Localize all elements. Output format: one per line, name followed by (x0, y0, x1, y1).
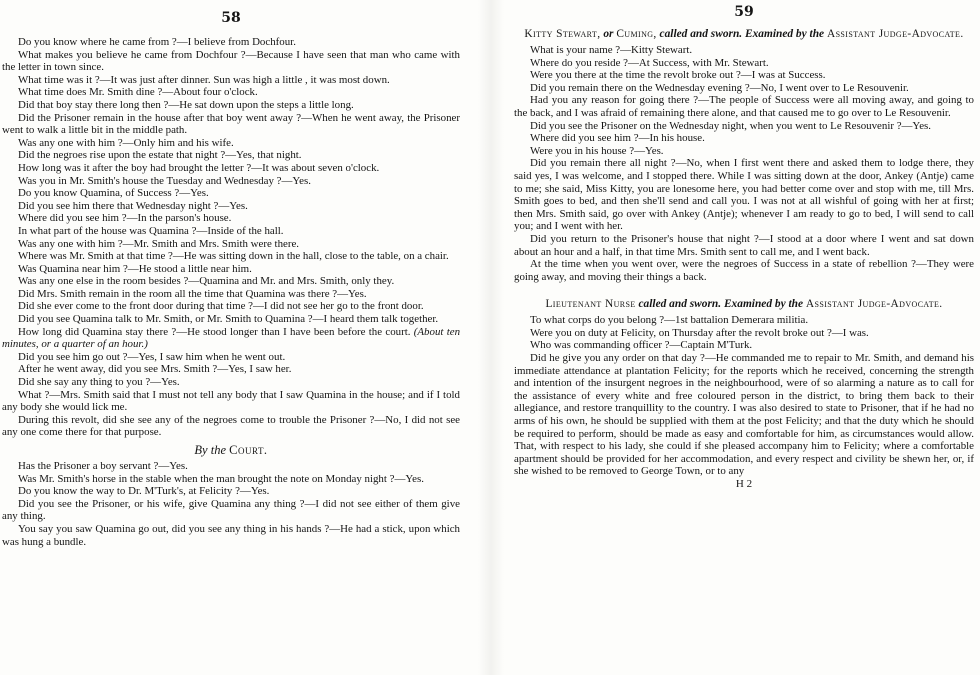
testimony-paragraph: Did the negroes rise upon the estate that night ?—Yes, that night. (18, 149, 302, 162)
testimony-paragraph: Was Mr. Smith's horse in the stable when the man brought the note on Monday night ?—Yes. (18, 472, 424, 485)
witness-name: Lieutenant Nurse (545, 298, 636, 311)
testimony-paragraph: After he went away, did you see Mrs. Smith ?—Yes, I saw her. (18, 363, 292, 376)
court-note: (About ten minutes, or a quarter of an hour.) (2, 325, 461, 351)
testimony-paragraph: Was Quamina near him ?—He stood a little near him. (18, 262, 252, 275)
testimony-paragraph: Do you know the way to Dr. M'Turk's, at Felicity ?—Yes. (18, 485, 270, 498)
witness-alias: Cuming, (616, 28, 657, 40)
testimony-paragraph: Did you see the Prisoner, or his wife, give Quamina any thing ?—I did not see either of them give any thing. (2, 497, 460, 523)
testimony-paragraph: What time was it ?—It was just after dinner. Sun was high a little , it was most down. (18, 73, 390, 86)
testimony-paragraph: Did you return to the Prisoner's house that night ?—I stood at a door where I went and sat down about an hour and a half, in that time Mrs. Smith sent to call me, and I went back. (514, 232, 974, 258)
testimony-paragraph: What time does Mr. Smith dine ?—About four o'clock. (18, 86, 258, 99)
testimony-paragraph: Where do you reside ?—At Success, with Mr. Stewart. (530, 56, 769, 69)
testimony-paragraph: What ?—Mrs. Smith said that I must not tell any body that I saw Quamina in the house; and if I told any body she would lick me. (2, 388, 460, 414)
question-answer-text: How long did Quamina stay there ?—He stood longer than I have been before the court. (18, 325, 411, 338)
testimony-paragraph: Was any one with him ?—Only him and his wife. (18, 136, 234, 149)
testimony-paragraph: During this revolt, did she see any of the negroes come to trouble the Prisoner ?—No, I did not see any one come there for that purpose. (2, 413, 460, 439)
testimony-paragraph: To what corps do you belong ?—1st battalion Demerara militia. (530, 314, 809, 327)
testimony-paragraph: Has the Prisoner a boy servant ?—Yes. (18, 460, 188, 472)
testimony-paragraph: Where did you see him ?—In his house. (530, 132, 705, 145)
testimony-paragraph: Where did you see him ?—In the parson's house. (18, 212, 232, 225)
right-page (508, 0, 978, 675)
witness-heading-kitty-stewart (514, 28, 974, 41)
witness-or: or (603, 28, 614, 40)
testimony-paragraph: What makes you believe he came from Dochfour ?—Because I have seen that man who came with the letter in town since. (2, 48, 460, 74)
left-testimony-block-3 (2, 460, 460, 548)
testimony-paragraph: Did you see Quamina talk to Mr. Smith, or Mr. Smith to Quamina ?—I heard them talk together. (18, 313, 439, 326)
testimony-paragraph: Did you see him go out ?—Yes, I saw him when he went out. (18, 350, 286, 363)
testimony-paragraph: Where was Mr. Smith at that time ?—He was sitting down in the hall, close to the table, on a chair. (18, 250, 449, 263)
page-number-left: 58 (221, 10, 241, 26)
called-and-sworn: called and sworn. (659, 28, 743, 40)
left-page (0, 0, 468, 675)
signature-mark: H 2 (735, 478, 753, 490)
examined-by: Examined by the (744, 28, 825, 40)
witness-name: Kitty Stewart, (524, 28, 601, 40)
testimony-paragraph: Were you on duty at Felicity, on Thursday after the revolt broke out ?—I was. (530, 326, 869, 339)
testimony-paragraph: Were you there at the time the revolt broke out ?—I was at Success. (530, 69, 826, 82)
testimony-paragraph: Was any one else in the room besides ?—Quamina and Mr. and Mrs. Smith, only they. (18, 275, 395, 288)
testimony-paragraph: Did Mrs. Smith remain in the room all the time that Quamina was there ?—Yes. (18, 287, 367, 300)
testimony-paragraph: In what part of the house was Quamina ?—Inside of the hall. (18, 224, 284, 237)
left-testimony-block-2 (2, 351, 460, 439)
kitty-stewart-testimony (514, 44, 974, 283)
testimony-paragraph: You say you saw Quamina go out, did you see any thing in his hands ?—He had a stick, upon which was hung a bundle. (2, 522, 460, 548)
examiner-title: Assistant Judge-Advocate. (805, 298, 943, 311)
testimony-paragraph: Did that boy stay there long then ?—He sat down upon the steps a little long. (18, 98, 354, 111)
court-heading-by: By the (194, 443, 227, 457)
testimony-paragraph: Did the Prisoner remain in the house after that boy went away ?—When he went away, the Prisoner went to walk a little bit in the middle path. (2, 111, 460, 137)
by-the-court-heading (2, 443, 460, 458)
testimony-paragraph: Do you know Quamina, of Success ?—Yes. (18, 187, 209, 200)
testimony-paragraph: Did he give you any order on that day ?—He commanded me to repair to Mr. Smith, and demand his immediate attendance at plantation Felicity; for the reports which he received, concerning the strength and intention of the insurgent negroes in the neighbourhood, were of so alarming a nature as to call for the assistance of every white and free coloured person in the district, to bring them back to their allegiance, and restore tranquillity to the country. I was also desired to state to Prisoner, that if he had no arms of his own, he should be supplied with them at the post Felicity; and that the duty which he should be required to perform, should be made as easy and comfortable for him, as circumstances would allow. That, with respect to his lady, she could if she pleased accompany him to Felicity; where a comfortable apartment should be provided for her accommodation, and every respect and civility be shewn her, or, if she wished to be removed to George Town, or to any (514, 352, 974, 478)
testimony-paragraph: Did you see the Prisoner on the Wednesday night, when you went to Le Resouvenir ?—Yes. (530, 119, 932, 132)
called-and-sworn: called and sworn. (638, 298, 722, 311)
page-number-right: 59 (734, 4, 754, 20)
testimony-paragraph: Did she ever come to the front door during that time ?—I did not see her go to the front door. (18, 300, 424, 313)
witness-heading-lieutenant-nurse (514, 298, 974, 311)
testimony-paragraph: Were you in his house ?—Yes. (530, 144, 664, 157)
testimony-paragraph: Did she say any thing to you ?—Yes. (18, 376, 180, 389)
lieutenant-nurse-testimony (514, 314, 974, 478)
testimony-paragraph: How long was it after the boy had brought the letter ?—It was about seven o'clock. (18, 161, 380, 174)
testimony-paragraph: Was any one with him ?—Mr. Smith and Mrs. Smith were there. (18, 237, 300, 250)
testimony-paragraph: Did you remain there all night ?—No, when I first went there and asked them to lodge there, they said yes, I was welcome, and I stopped there. While I was sitting down at the door, Ankey (Antje) came to me; she said, Miss Kitty, you are lonesome here, you had better come over and stop with me, till Mrs. Smith goes to bed, and then she'll send and call you. I was not at all wishful of going with her at first; then Mrs. Smith said, go over with Ankey (Antje); whenever I am ready to go to bed, I will send to call you; and I went with her. (514, 157, 974, 233)
testimony-paragraph: Was you in Mr. Smith's house the Tuesday and Wednesday ?—Yes. (18, 174, 311, 187)
examiner-title: Assistant Judge-Advocate. (826, 28, 964, 40)
testimony-paragraph: Had you any reason for going there ?—The people of Success were all moving away, and going to the back, and I was afraid of remaining there alone, and that caused me to go over to Le Resouvenir. (514, 94, 974, 119)
left-testimony-block-1 (2, 36, 460, 326)
testimony-paragraph: What is your name ?—Kitty Stewart. (530, 44, 693, 56)
testimony-paragraph: Did you remain there on the Wednesday evening ?—No, I went over to Le Resouvenir. (530, 81, 909, 94)
book-gutter (478, 0, 504, 675)
examined-by: Examined by the (723, 298, 804, 311)
testimony-paragraph (2, 326, 460, 351)
testimony-paragraph: Did you see him there that Wednesday night ?—Yes. (18, 199, 248, 212)
testimony-paragraph: Do you know where he came from ?—I believe from Dochfour. (18, 36, 296, 48)
court-heading-court: Court. (229, 443, 268, 457)
testimony-paragraph: At the time when you went over, were the negroes of Success in a state of rebellion ?—They were going away, and moving their things a back. (514, 258, 974, 283)
testimony-paragraph: Who was commanding officer ?—Captain M'Turk. (530, 339, 753, 352)
